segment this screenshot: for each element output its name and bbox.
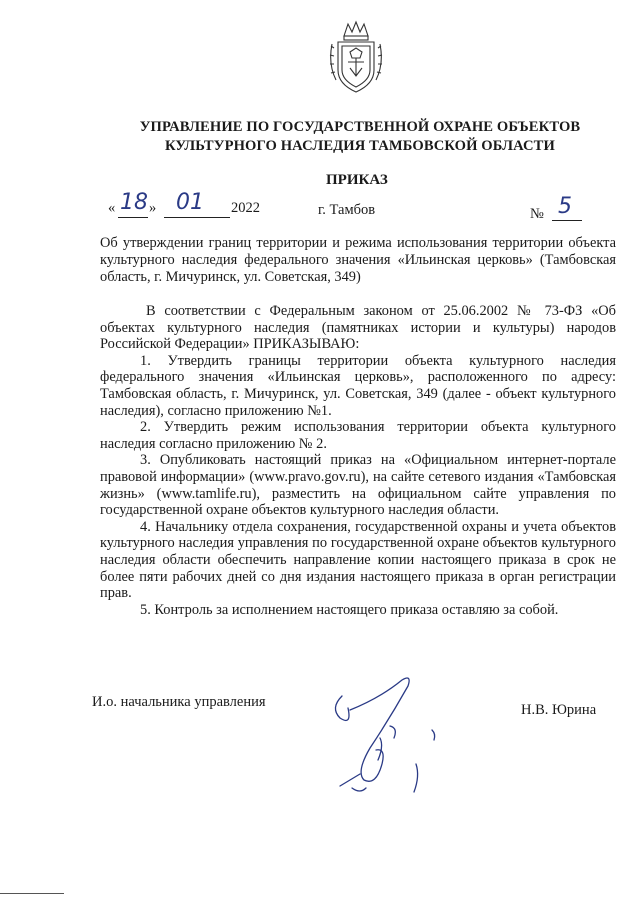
date-day: 18: [120, 190, 148, 215]
city: г. Тамбов: [318, 202, 376, 218]
date-open-quote: «: [108, 200, 116, 216]
handwritten-signature: [320, 668, 460, 818]
signatory-name: Н.В. Юрина: [521, 702, 597, 718]
order-subject: Об утверждении границ территории и режима использования территории объекта культурного наследия федерального значения «Ильинская церковь» (Тамбовская область, г. Мичуринск, ул. Советская, 349): [100, 235, 616, 285]
order-item: 4. Начальнику отдела сохранения, государственной охраны и учета объектов культурного наследия управления по государственной охране объектов культурного наследия области обеспечить направление копии настоящего приказа в срок не более пяти рабочих дней со дня издания настоящего приказа в орган регистрации прав.: [100, 518, 616, 602]
order-body: [100, 303, 616, 618]
number-underline: [552, 220, 582, 221]
signatory-position: И.о. начальника управления: [92, 694, 266, 710]
order-item: 2. Утвердить режим использования территории объекта культурного наследия согласно приложению № 2.: [100, 419, 616, 452]
preamble: В соответствии с Федеральным законом от 25.06.2002 № 73-ФЗ «Об объектах культурного наследия (памятниках истории и культуры) народов Российской Федерации» ПРИКАЗЫВАЮ:: [100, 303, 616, 353]
number-sign: №: [530, 206, 544, 222]
tambov-coat-of-arms-icon: [326, 18, 386, 96]
date-number-row: [108, 190, 608, 230]
date-year: 2022: [231, 200, 260, 216]
order-item: 1. Утвердить границы территории объекта культурного наследия федерального значения «Ильинская церковь», расположенного по адресу: Тамбовская область, г. Мичуринск, ул. Советская, 349 (далее - объект культурного наследия), согласно приложению №1.: [100, 352, 616, 419]
month-underline: [164, 217, 230, 218]
organization-name-line-2: КУЛЬТУРНОГО НАСЛЕДИЯ ТАМБОВСКОЙ ОБЛАСТИ: [165, 138, 555, 154]
day-underline: [118, 217, 148, 218]
organization-name: [100, 118, 620, 156]
organization-name-line-1: УПРАВЛЕНИЕ ПО ГОСУДАРСТВЕННОЙ ОХРАНЕ ОБЪЕКТОВ: [139, 119, 581, 135]
footer-divider: [0, 893, 64, 894]
order-number: 5: [558, 194, 572, 219]
order-item: 5. Контроль за исполнением настоящего приказа оставляю за собой.: [140, 601, 559, 618]
date-month: 01: [176, 190, 204, 215]
date-close-quote: »: [149, 200, 157, 216]
document-type: ПРИКАЗ: [326, 172, 388, 188]
order-item: 3. Опубликовать настоящий приказ на «Официальном интернет-портале правовой информации» (www.pravo.gov.ru), на сайте сетевого издания «Тамбовская жизнь» (www.tamlife.ru), разместить на официальном сайте управления по государственной охране объектов культурного наследия области.: [100, 452, 616, 519]
